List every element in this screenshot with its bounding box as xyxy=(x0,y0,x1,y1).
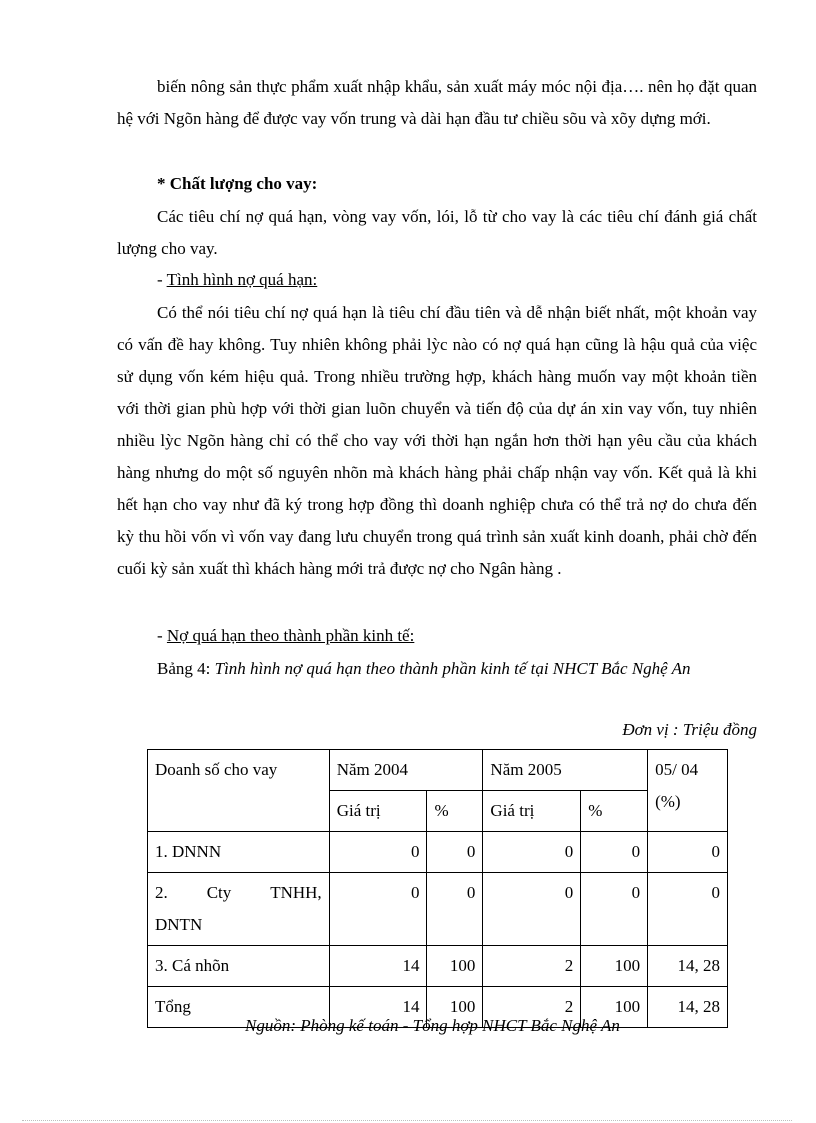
header-ratio: 05/ 04 (%) xyxy=(648,750,728,832)
value-2004: 14 xyxy=(329,946,427,987)
percent-2005: 100 xyxy=(581,987,648,1028)
percent-2004: 0 xyxy=(427,873,483,946)
subheader-percent-2004: % xyxy=(427,791,483,832)
row-label-part-1: 2. xyxy=(155,883,168,902)
overdue-debt-table xyxy=(147,749,728,1028)
heading-loan-quality: * Chất lượng cho vay: xyxy=(157,174,318,193)
value-2005: 0 xyxy=(483,873,581,946)
table-header-row xyxy=(148,750,728,791)
value-2004: 0 xyxy=(329,832,427,873)
table-row xyxy=(148,946,728,987)
value-2005: 0 xyxy=(483,832,581,873)
subheading-overdue-text: Tình hình nợ quá hạn: xyxy=(166,270,318,289)
percent-2004: 0 xyxy=(427,832,483,873)
ratio: 0 xyxy=(648,832,728,873)
row-label-part-3: TNHH, xyxy=(270,883,322,902)
dash-1: - xyxy=(157,270,167,289)
percent-2004: 100 xyxy=(427,987,483,1028)
subheading-by-sector-text: Nợ quá hạn theo thành phần kinh tế: xyxy=(166,626,415,645)
table-caption-label: Bảng 4: xyxy=(157,659,215,678)
ratio: 0 xyxy=(648,873,728,946)
paragraph-quality-criteria: Các tiêu chí nợ quá hạn, vòng vay vốn, lói, lỗ từ cho vay là các tiêu chí đánh giá chất lượng cho vay. xyxy=(117,207,757,258)
table-caption-title: Tình hình nợ quá hạn theo thành phần kinh tế tại NHCT Bắc Nghệ An xyxy=(214,659,691,678)
row-label: Tổng xyxy=(148,987,330,1028)
header-year-2005: Năm 2005 xyxy=(483,750,648,791)
percent-2005: 0 xyxy=(581,873,648,946)
subheader-value-2005: Giá trị xyxy=(483,791,581,832)
header-year-2004: Năm 2004 xyxy=(329,750,483,791)
ratio: 14, 28 xyxy=(648,946,728,987)
paragraph-intro: biến nông sản thực phẩm xuất nhập khẩu, sản xuất máy móc nội địa…. nên họ đặt quan hệ với Ngõn hàng để được vay vốn trung và dài hạn đầu tư chiều sõu và xõy dựng mới. xyxy=(117,77,757,128)
header-category: Doanh số cho vay xyxy=(148,750,330,832)
subheading-overdue xyxy=(157,269,317,291)
subheader-value-2004: Giá trị xyxy=(329,791,427,832)
row-label-part-2: Cty xyxy=(206,883,232,902)
ratio: 14, 28 xyxy=(648,987,728,1028)
table-caption xyxy=(117,653,757,685)
table-row xyxy=(148,873,728,946)
value-2005: 2 xyxy=(483,987,581,1028)
percent-2005: 100 xyxy=(581,946,648,987)
dash-2: - xyxy=(157,626,167,645)
value-2004: 0 xyxy=(329,873,427,946)
unit-label: Đơn vị : Triệu đồng xyxy=(622,720,757,739)
row-label: 3. Cá nhõn xyxy=(148,946,330,987)
source-note: Nguồn: Phòng kế toán - Tổng hợp NHCT Bắc Nghệ An xyxy=(245,1016,620,1035)
paragraph-overdue-analysis: Có thể nói tiêu chí nợ quá hạn là tiêu chí đầu tiên và dễ nhận biết nhất, một khoản vay có vấn đề hay không. Tuy nhiên không phải lỳc nào có nợ quá hạn cũng là hậu quả của việc sử dụng vốn kém hiệu quả. Trong nhiều trường hợp, khách hàng muốn vay một khoản tiền với thời gian phù hợp với thời gian luõn chuyển và tiến độ của dự án xin vay vốn, tuy nhiên nhiều lỳc Ngõn hàng chỉ có thể cho vay với thời hạn ngắn hơn thời hạn yêu cầu của khách hàng nhưng do một số nguyên nhõn mà khách hàng phải chấp nhận vay vốn. Kết quả là khi hết hạn cho vay như đã ký trong hợp đồng thì doanh nghiệp chưa có thể trả nợ do chưa đến kỳ thu hồi vốn vì vốn vay đang lưu chuyển trong quá trình sản xuất kinh doanh, phải chờ đến cuối kỳ sản xuất thì khách hàng mới trả được nợ cho Ngân hàng . xyxy=(117,303,757,578)
value-2004: 14 xyxy=(329,987,427,1028)
row-label xyxy=(148,873,330,946)
page-bottom-divider xyxy=(22,1120,792,1121)
row-label: 1. DNNN xyxy=(148,832,330,873)
subheader-percent-2005: % xyxy=(581,791,648,832)
value-2005: 2 xyxy=(483,946,581,987)
subheading-by-sector xyxy=(157,625,414,647)
table-row xyxy=(148,832,728,873)
percent-2004: 100 xyxy=(427,946,483,987)
percent-2005: 0 xyxy=(581,832,648,873)
row-label-part-4: DNTN xyxy=(155,915,203,934)
